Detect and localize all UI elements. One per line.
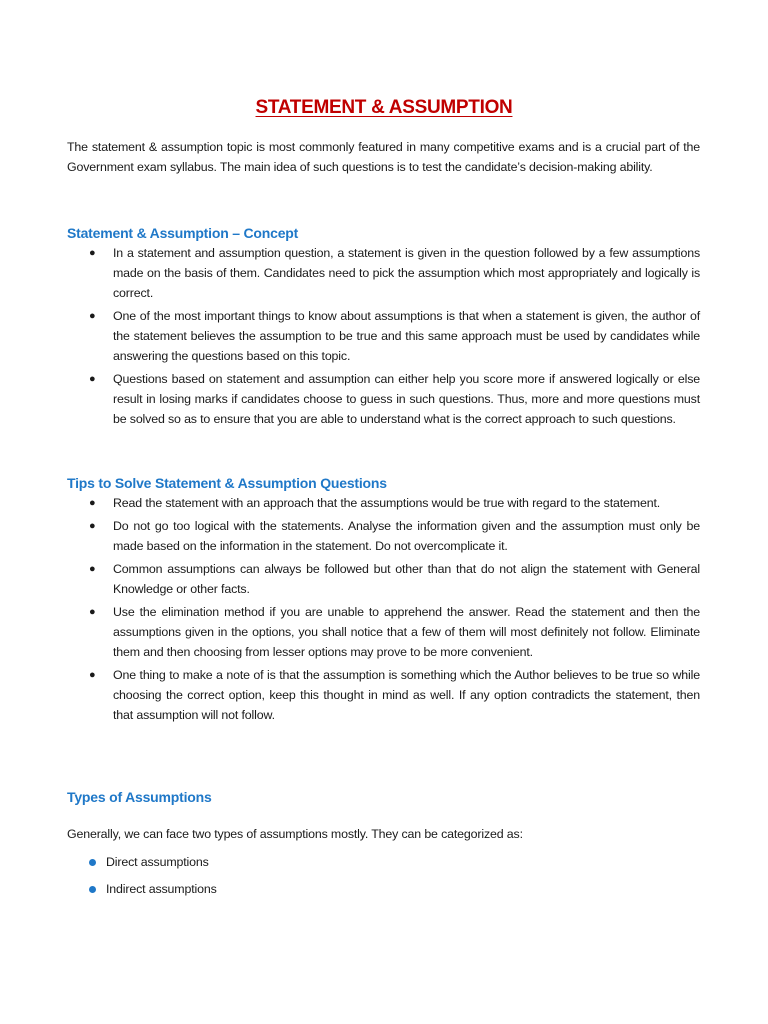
list-item — [67, 369, 700, 429]
types-heading: Types of Assumptions — [67, 789, 212, 805]
intro-paragraph — [67, 137, 700, 177]
list-item-text: Read the statement with an approach that the assumptions would be true with regard to the statement. — [113, 496, 661, 510]
list-item — [67, 602, 700, 662]
intro-text: The statement & assumption topic is most commonly featured in many competitive exams and is a crucial part of the Government exam syllabus. The main idea of such questions is to test the candidate’s decision-making ability. — [67, 140, 700, 174]
list-item — [67, 306, 700, 366]
list-item-text: One thing to make a note of is that the assumption is something which the Author believes to be true so while choosing the correct option, keep this thought in mind as well. If any option contradicts the statement, then that assumption will not follow. — [113, 668, 700, 722]
list-item-text: Common assumptions can always be followed but other than that do not align the statement with General Knowledge or other facts. — [113, 562, 700, 596]
list-item-text: Questions based on statement and assumption can either help you score more if answered logically or else result in losing marks if candidates choose to guess in such questions. Thus, more and more questions must be solved so as to ensure that you are able to understand what is the correct approach to such questions. — [113, 372, 700, 426]
bullet-icon: ● — [89, 669, 96, 681]
tips-heading: Tips to Solve Statement & Assumption Questions — [67, 475, 387, 491]
list-item — [67, 243, 700, 303]
list-item-text: Direct assumptions — [106, 855, 209, 869]
types-section — [67, 787, 700, 906]
list-item-text: Indirect assumptions — [106, 882, 217, 896]
bullet-icon — [89, 859, 96, 866]
types-list — [67, 852, 700, 899]
concept-section — [67, 223, 700, 432]
bullet-icon — [89, 886, 96, 893]
list-item-text: Use the elimination method if you are unable to apprehend the answer. Read the statement and then the assumptions given in the options, you shall notice that a few of them will most definitely not follow. Eliminate them and then choosing from lesser options may prove to be more convenient. — [113, 605, 700, 659]
types-intro: Generally, we can face two types of assumptions mostly. They can be categorized as: — [67, 827, 523, 841]
concept-list — [67, 243, 700, 429]
list-item — [67, 516, 700, 556]
list-item-text: Do not go too logical with the statements. Analyse the information given and the assumption must only be made based on the information in the statement. Do not overcomplicate it. — [113, 519, 700, 553]
list-item-text: In a statement and assumption question, a statement is given in the question followed by a few assumptions made on the basis of them. Candidates need to pick the assumption which most appropriately and logically is correct. — [113, 246, 700, 300]
bullet-icon: ● — [89, 563, 96, 575]
list-item-text: One of the most important things to know about assumptions is that when a statement is given, the author of the statement believes the assumption to be true and this same approach must be used by candidates while answering the questions based on this topic. — [113, 309, 700, 363]
tips-list — [67, 493, 700, 725]
bullet-icon: ● — [89, 497, 96, 509]
bullet-icon: ● — [89, 606, 96, 618]
title-text: STATEMENT & ASSUMPTION — [255, 97, 513, 118]
list-item — [67, 665, 700, 725]
list-item — [67, 493, 700, 513]
bullet-icon: ● — [89, 520, 96, 532]
bullet-icon: ● — [89, 310, 96, 322]
concept-heading: Statement & Assumption – Concept — [67, 225, 299, 241]
bullet-icon: ● — [89, 373, 96, 385]
list-item — [67, 559, 700, 599]
tips-section — [67, 473, 700, 728]
page-title — [0, 97, 768, 119]
list-item — [67, 852, 700, 872]
list-item — [67, 879, 700, 899]
bullet-icon: ● — [89, 247, 96, 259]
